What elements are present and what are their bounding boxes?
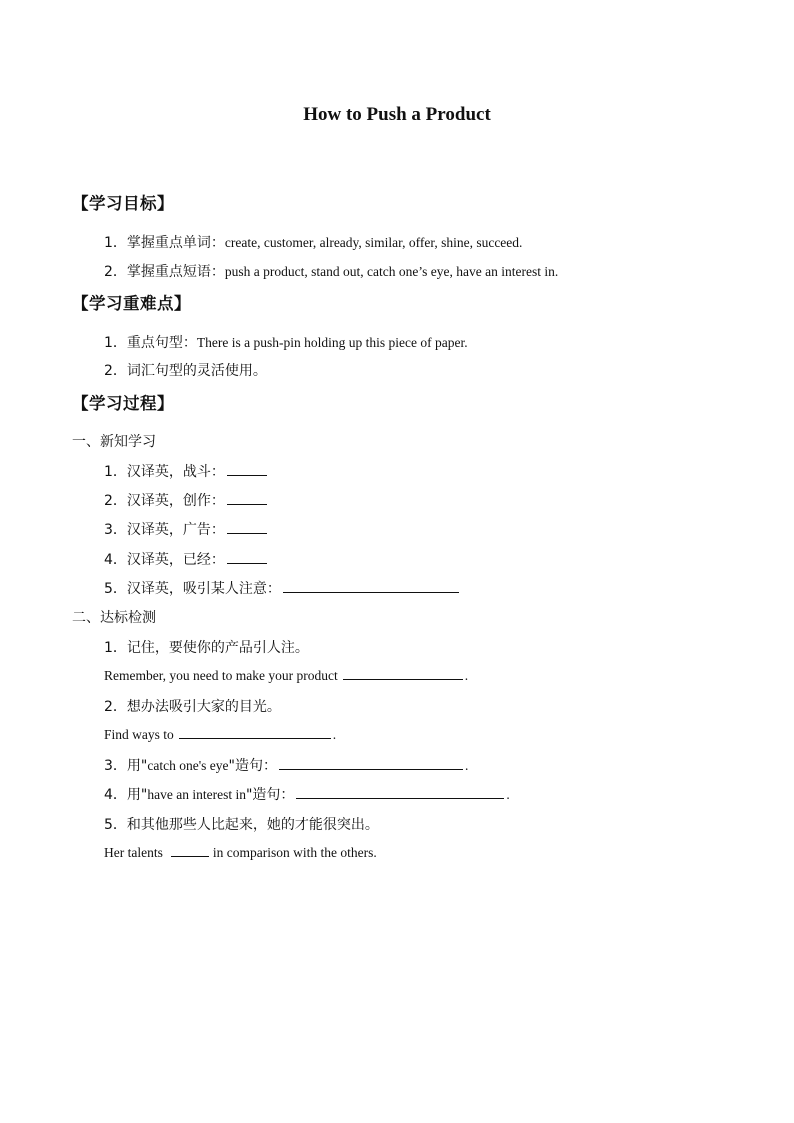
item-text-suffix: "造句： xyxy=(228,758,277,774)
item-label: 掌握重点短语： xyxy=(126,264,225,280)
item-text: 汉译英，已经： xyxy=(126,552,225,568)
answer-blank[interactable] xyxy=(283,591,459,593)
answer-blank[interactable] xyxy=(227,474,267,476)
objectives-heading: 【学习目标】 xyxy=(72,194,174,213)
page-title: How to Push a Product xyxy=(303,104,491,125)
key-point-item-2 xyxy=(104,360,267,380)
item-text: 想办法吸引大家的目光。 xyxy=(126,699,281,715)
vocab-item-1 xyxy=(104,461,269,481)
item-number: 2． xyxy=(104,363,127,379)
item-phrase: catch one's eye xyxy=(147,758,229,773)
answer-suffix: in comparison with the others. xyxy=(212,845,377,860)
key-point-item-1 xyxy=(104,332,468,352)
item-text: 汉译英，创作： xyxy=(126,493,225,509)
vocab-item-5 xyxy=(104,578,461,598)
item-content: push a product, stand out, catch one’s eye, have an interest in. xyxy=(224,264,559,279)
item-text: 和其他那些人比起来，她的才能很突出。 xyxy=(126,817,379,833)
part1-title: 一、新知学习 xyxy=(72,434,156,450)
check-answer-1 xyxy=(104,668,468,684)
check-question-3 xyxy=(104,755,468,775)
check-answer-5 xyxy=(104,845,377,861)
check-question-4 xyxy=(104,784,510,804)
part2-title: 二、达标检测 xyxy=(72,610,156,626)
process-heading: 【学习过程】 xyxy=(72,394,174,413)
check-question-1 xyxy=(104,637,309,657)
answer-blank[interactable] xyxy=(296,797,504,799)
item-number: 2． xyxy=(104,264,127,280)
item-label: 词汇句型的灵活使用。 xyxy=(126,363,267,379)
answer-blank[interactable] xyxy=(227,532,267,534)
item-label: 掌握重点单词： xyxy=(126,235,225,251)
answer-blank[interactable] xyxy=(171,855,209,857)
item-number: 1． xyxy=(104,464,127,480)
item-number: 5． xyxy=(104,581,127,597)
item-text: 汉译英，吸引某人注意： xyxy=(126,581,281,597)
vocab-item-4 xyxy=(104,549,269,569)
item-number: 5． xyxy=(104,817,127,833)
item-text-prefix: 用" xyxy=(126,758,148,774)
objective-item-1 xyxy=(104,232,522,252)
item-number: 4． xyxy=(104,552,127,568)
item-text-suffix: "造句： xyxy=(245,787,295,803)
item-number: 4． xyxy=(104,787,127,803)
item-content: create, customer, already, similar, offer, shine, succeed. xyxy=(224,235,523,250)
item-content: There is a push-pin holding up this piece of paper. xyxy=(196,335,468,350)
answer-prefix: Find ways to xyxy=(104,727,174,742)
check-answer-2 xyxy=(104,727,336,743)
item-number: 2． xyxy=(104,493,127,509)
key-points-heading: 【学习重难点】 xyxy=(72,294,191,313)
objective-item-2 xyxy=(104,261,558,281)
item-number: 3． xyxy=(104,522,127,538)
answer-prefix: Her talents xyxy=(104,845,163,860)
item-end: . xyxy=(464,758,469,773)
item-number: 1． xyxy=(104,640,127,656)
answer-suffix: . xyxy=(464,668,469,683)
item-number: 3． xyxy=(104,758,127,774)
item-number: 1． xyxy=(104,335,127,351)
item-text: 记住，要使你的产品引人注。 xyxy=(126,640,309,656)
answer-blank[interactable] xyxy=(343,678,463,680)
check-question-5 xyxy=(104,814,379,834)
item-phrase: have an interest in xyxy=(147,787,246,802)
item-text: 汉译英，战斗： xyxy=(126,464,225,480)
answer-suffix: . xyxy=(332,727,337,742)
check-question-2 xyxy=(104,696,281,716)
item-label: 重点句型： xyxy=(126,335,197,351)
item-number: 2． xyxy=(104,699,127,715)
item-text: 汉译英，广告： xyxy=(126,522,225,538)
answer-blank[interactable] xyxy=(279,768,463,770)
answer-prefix: Remember, you need to make your product xyxy=(104,668,338,683)
item-end: . xyxy=(506,787,510,802)
answer-blank[interactable] xyxy=(179,737,331,739)
answer-blank[interactable] xyxy=(227,562,267,564)
answer-blank[interactable] xyxy=(227,503,267,505)
vocab-item-2 xyxy=(104,490,269,510)
vocab-item-3 xyxy=(104,519,269,539)
item-number: 1． xyxy=(104,235,127,251)
item-text-prefix: 用" xyxy=(126,787,148,803)
